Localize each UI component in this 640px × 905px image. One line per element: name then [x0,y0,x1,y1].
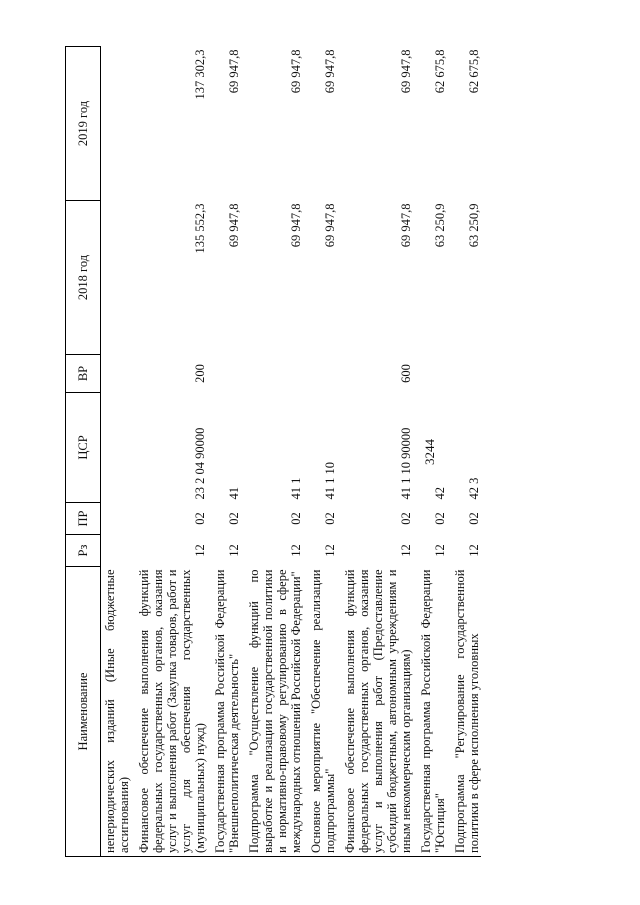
row-vr [413,355,447,393]
row-pr: 02 [193,512,207,525]
row-name: непериодических изданий (Иные бюджетные ассигнования) [101,567,132,857]
table-row [447,47,481,857]
row-rz [101,535,132,567]
row-pr: 02 [323,512,337,525]
row-rz: 12 [399,544,413,557]
row-vr [101,355,132,393]
row-vr [207,355,241,393]
row-name: Финансовое обеспечение выполнения функций федеральных государственных органов, оказания услуг и выполнения работ (Закупка товаров, работ и услуг для обеспечения государственных (муниципальных) нужд) [131,567,207,857]
row-2019: 69 947,8 [323,49,337,94]
row-name: Подпрограмма "Регулирование государственной политики в сфере исполнения уголовных [447,567,481,857]
table-row [101,47,132,857]
row-rz: 12 [323,544,337,557]
row-csr: 41 1 [289,477,303,500]
header-2018: 2018 год [66,201,101,355]
table-row [413,47,447,857]
header-vr: ВР [66,355,101,393]
row-rz: 12 [433,544,447,557]
table-row [241,47,303,857]
row-csr: 42 3 [467,477,481,500]
row-2018: 135 552,3 [193,203,207,254]
row-2019: 137 302,3 [193,49,207,100]
header-name: Наименование [66,567,101,857]
row-pr: 02 [433,512,447,525]
row-csr: 41 1 10 [323,462,337,500]
row-name: Государственная программа Российской Федерации "Юстиция" [413,567,447,857]
row-2019 [101,47,132,201]
table-row [303,47,337,857]
header-2019: 2019 год [66,47,101,201]
row-2019: 69 947,8 [289,49,303,94]
row-name: Подпрограмма "Осуществление функций по выработке и реализации государственной политики и нормативно-правовому регулированию в сфере международных отношений Российской Федерации" [241,567,303,857]
row-vr [447,355,481,393]
row-pr [101,503,132,535]
row-vr [241,355,303,393]
header-rz: Рз [66,535,101,567]
row-2019: 69 947,8 [399,49,413,94]
header-csr: ЦСР [66,393,101,503]
header-pr: ПР [66,503,101,535]
row-pr: 02 [467,512,481,525]
budget-table-rotated [65,47,575,857]
row-vr: 600 [399,364,413,383]
row-csr: 41 1 10 90000 [399,427,413,500]
row-csr: 42 [433,487,447,500]
header-row [66,47,101,857]
row-2018: 63 250,9 [433,203,447,248]
row-rz: 12 [289,544,303,557]
row-pr: 02 [399,512,413,525]
row-2018: 69 947,8 [323,203,337,248]
budget-table [65,46,481,857]
table-row [207,47,241,857]
row-csr: 41 [227,487,241,500]
row-name: Государственная программа Российской Федерации "Внешнеполитическая деятельность" [207,567,241,857]
row-2018: 69 947,8 [227,203,241,248]
row-name: Финансовое обеспечение выполнения функций федеральных государственных органов, оказания услуг и выполнения работ (Предоставление субсидий бюджетным, автономным учреждениям и иным некоммерческим организациям) [337,567,413,857]
row-name: Основное мероприятие "Обеспечение реализации подпрограммы" [303,567,337,857]
row-2018: 69 947,8 [399,203,413,248]
row-rz: 12 [467,544,481,557]
row-csr: 23 2 04 90000 [193,427,207,500]
row-vr [303,355,337,393]
row-rz: 12 [227,544,241,557]
row-2019: 62 675,8 [433,49,447,94]
row-vr: 200 [193,364,207,383]
row-2018: 63 250,9 [467,203,481,248]
row-pr: 02 [227,512,241,525]
table-row [131,47,207,857]
row-csr [101,393,132,503]
row-rz: 12 [193,544,207,557]
table-row [337,47,413,857]
row-pr: 02 [289,512,303,525]
row-2018: 69 947,8 [289,203,303,248]
page-number: 3244 [422,439,437,465]
row-2018 [101,201,132,355]
row-2019: 69 947,8 [227,49,241,94]
row-2019: 62 675,8 [467,49,481,94]
